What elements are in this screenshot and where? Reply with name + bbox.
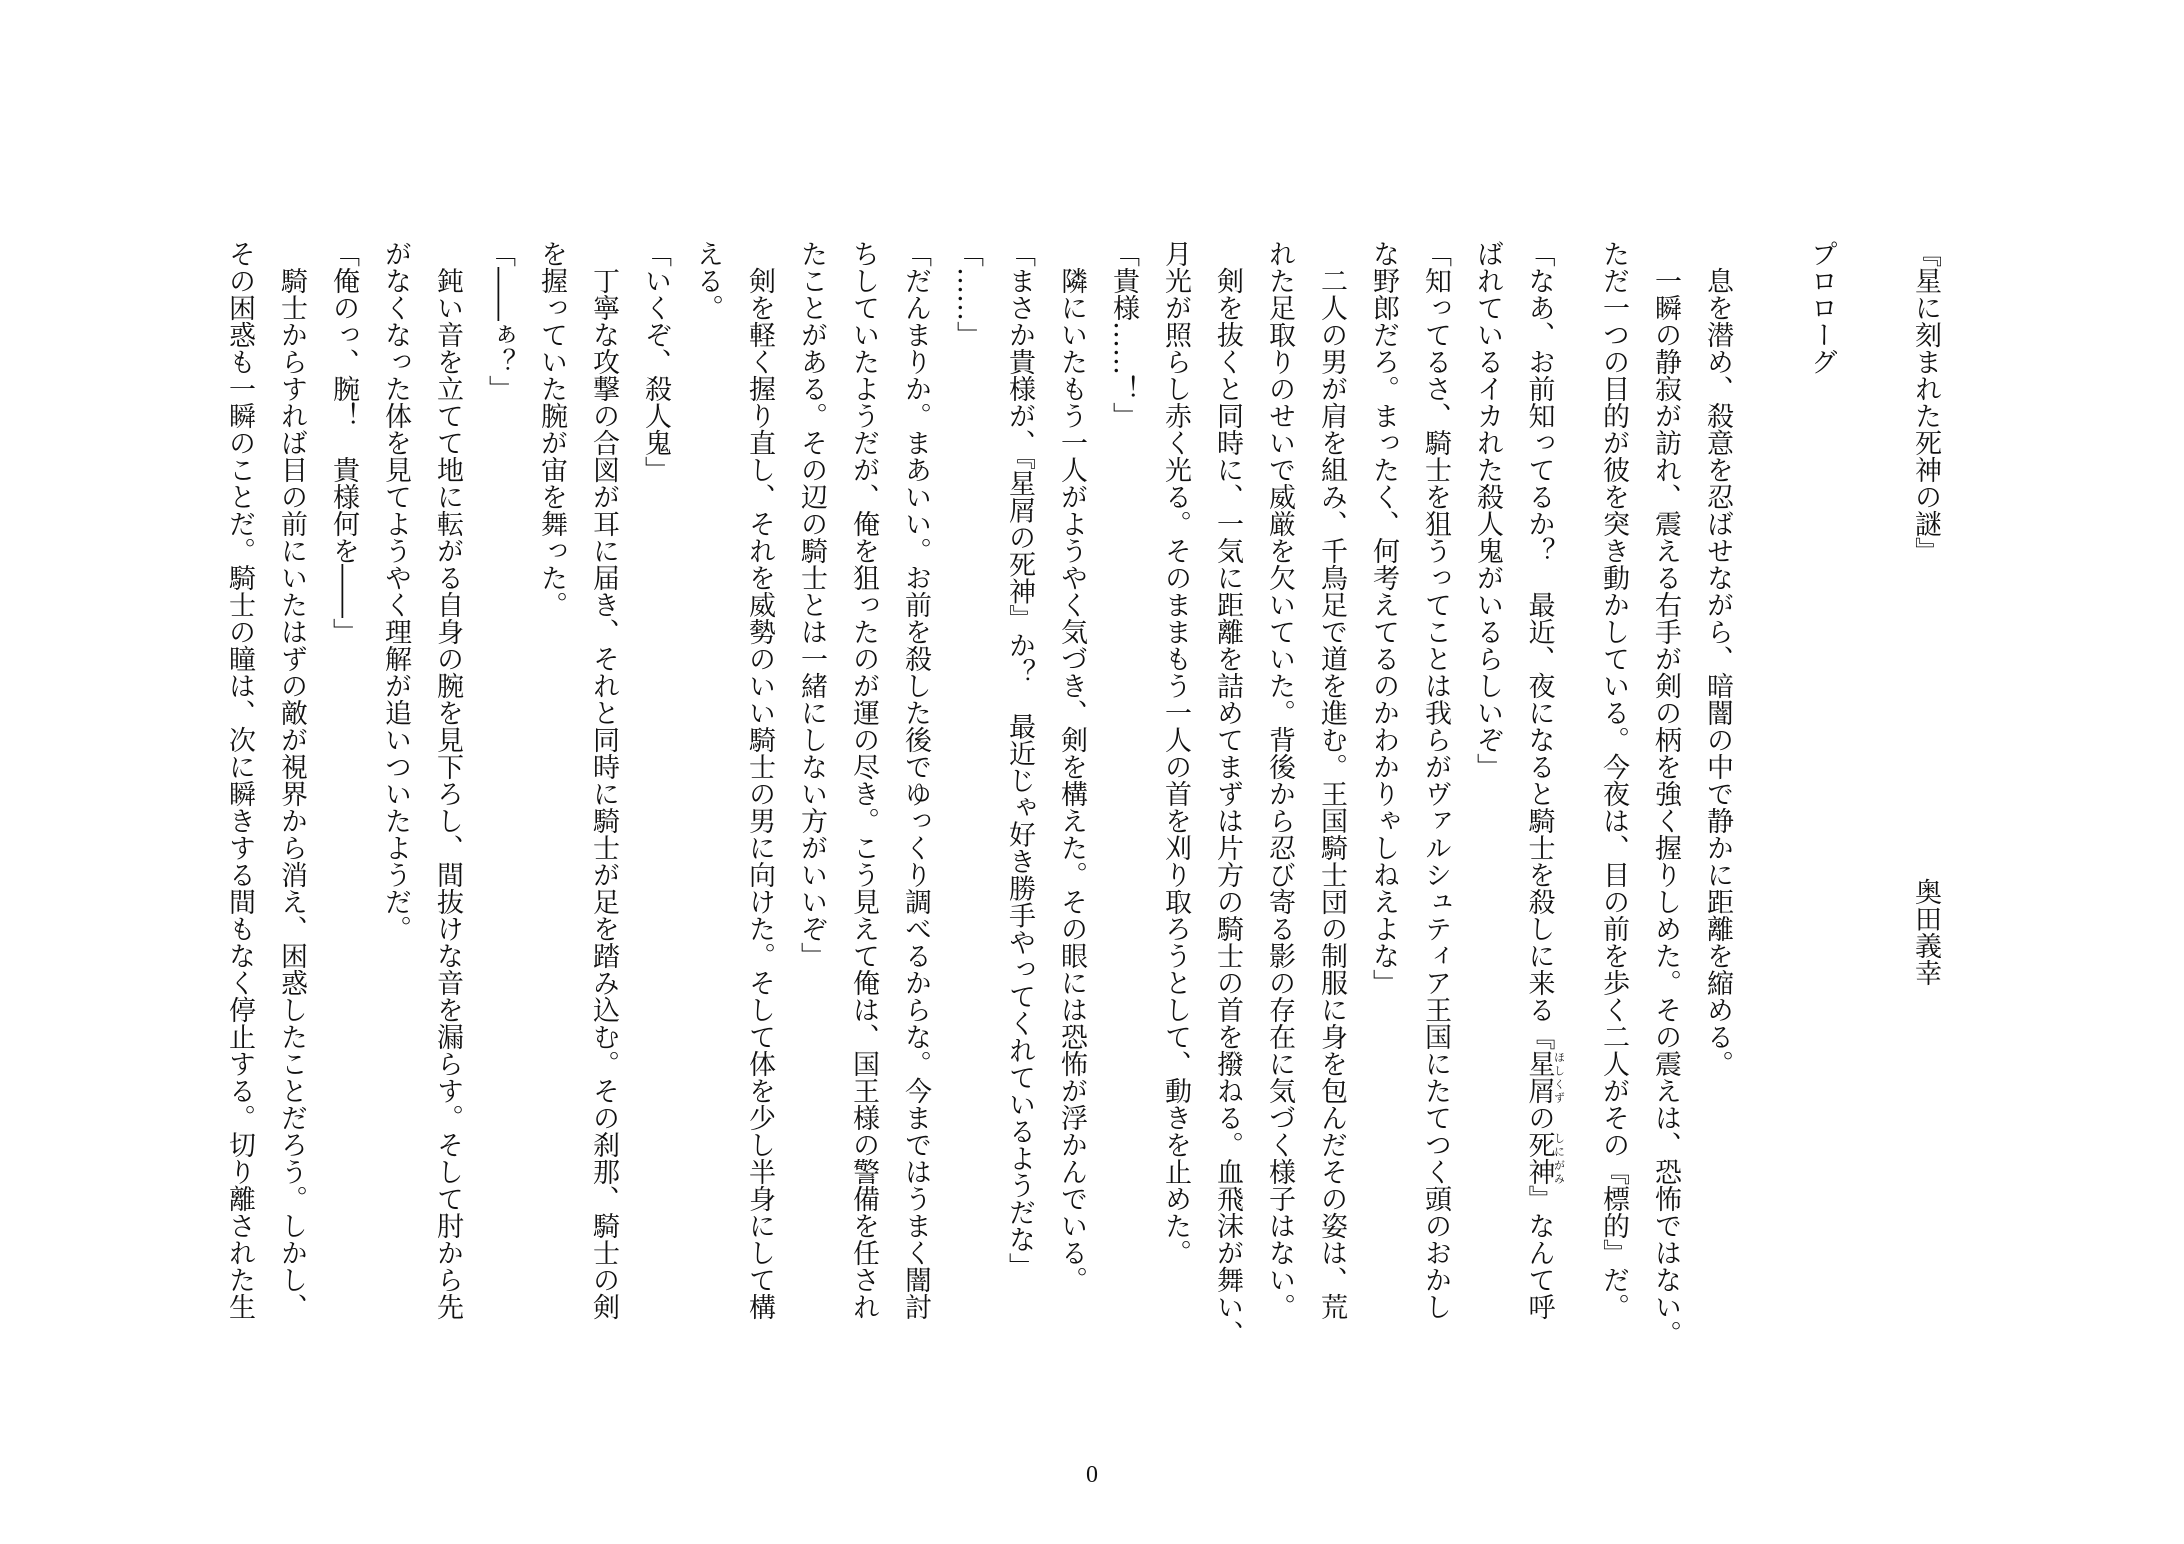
title-column	[1899, 240, 1951, 1325]
text-segment: その困惑も一瞬のことだ。騎士の瞳は、次に瞬きする間もなく停止する。切り離された生	[224, 240, 255, 1320]
text-segment: える。	[692, 240, 723, 321]
blank-line	[1743, 240, 1795, 1325]
ruby-base: 死神	[1523, 1131, 1555, 1185]
paragraph-line	[993, 240, 1045, 1325]
text-segment: 丁寧な攻撃の合図が耳に届き、それと同時に騎士が足を踏み込む。その刹那、騎士の剣	[588, 267, 619, 1320]
paragraph-line	[1201, 240, 1253, 1347]
document-page	[213, 240, 1951, 1347]
author-name: 奥田義幸	[1910, 878, 1941, 986]
ruby-word	[1523, 1050, 1566, 1104]
paragraph-line	[837, 240, 889, 1325]
paragraph-line	[213, 240, 265, 1325]
page-number: 0	[1086, 1462, 1098, 1488]
paragraph-line	[525, 240, 577, 1325]
text-segment: ばれているイカれた殺人鬼がいるらしいぞ」	[1472, 240, 1503, 780]
paragraph-line	[629, 240, 681, 1325]
paragraph-line	[421, 240, 473, 1325]
text-segment: 「いくぞ、殺人鬼」	[640, 240, 671, 483]
document-title: 『星に刻まれた死神の謎』	[1910, 240, 1941, 564]
paragraph-line	[1097, 240, 1149, 1325]
ruby-reading: しにがみ	[1552, 1131, 1566, 1185]
text-segment: 剣を抜くと同時に、一気に距離を詰めてまずは片方の騎士の首を撥ねる。血飛沫が舞い、	[1212, 267, 1243, 1347]
text-segment: 「貴様……！」	[1108, 240, 1139, 429]
text-segment: 二人の男が肩を組み、千鳥足で道を進む。王国騎士団の制服に身を包んだその姿は、荒	[1316, 267, 1347, 1320]
text-segment: 「……」	[952, 240, 983, 348]
paragraph-line	[1587, 240, 1639, 1325]
text-segment: れた足取りのせいで威厳を欠いていた。背後から忍び寄る影の存在に気づく様子はない。	[1264, 240, 1295, 1320]
paragraph-line	[1149, 240, 1201, 1325]
text-segment: 隣にいたもう一人がようやく気づき、剣を構えた。その眼には恐怖が浮かんでいる。	[1056, 267, 1087, 1293]
text-segment: を握っていた腕が宙を舞った。	[536, 240, 567, 618]
text-segment: 剣を軽く握り直し、それを威勢のいい騎士の男に向けた。そして体を少し半身にして構	[744, 267, 775, 1320]
text-segment: 「知ってるさ、騎士を狙うってことは我らがヴァルシュティア王国にたてつく頭のおかし	[1420, 240, 1451, 1320]
paragraph-line	[265, 240, 317, 1325]
paragraph-line	[1409, 240, 1461, 1325]
paragraph-line	[317, 240, 369, 1325]
text-segment: 一瞬の静寂が訪れ、震える右手が剣の柄を強く握りしめた。その震えは、恐怖ではない。	[1650, 267, 1681, 1347]
paragraph-line	[1461, 240, 1513, 1325]
text-segment: ただ一つの目的が彼を突き動かしている。今夜は、目の前を歩く二人がその『標的』だ。	[1598, 240, 1629, 1320]
paragraph-line	[473, 240, 525, 1325]
paragraph-line	[369, 240, 421, 1325]
paragraph-line	[1305, 240, 1357, 1325]
paragraph-line	[1045, 240, 1097, 1325]
ruby-reading: ほしくず	[1552, 1050, 1566, 1104]
chapter-heading: プロローグ	[1806, 240, 1837, 375]
paragraph-line	[681, 240, 733, 1325]
text-segment: 「まさか貴様が、『星屑の死神』か？ 最近じゃ好き勝手やってくれているようだな」	[1004, 240, 1035, 1280]
paragraph-line	[733, 240, 785, 1325]
ruby-word	[1523, 1131, 1566, 1185]
text-segment: がなくなった体を見てようやく理解が追いついたようだ。	[380, 240, 411, 942]
text-segment: 鈍い音を立てて地に転がる自身の腕を見下ろし、間抜けな音を漏らす。そして肘から先	[432, 267, 463, 1320]
paragraph-line	[889, 240, 941, 1325]
paragraph-line	[1691, 240, 1743, 1325]
text-segment: 「なあ、お前知ってるか？ 最近、夜になると騎士を殺しに来る『	[1523, 240, 1555, 1050]
paragraph-line	[941, 240, 993, 1325]
paragraph-line	[1513, 240, 1565, 1325]
paragraph-line	[1253, 240, 1305, 1325]
text-segment: ちしていたようだが、俺を狙ったのが運の尽き。こう見えて俺は、国王様の警備を任され	[848, 240, 879, 1320]
paragraph-line	[577, 240, 629, 1325]
text-segment: な野郎だろ。まったく、何考えてるのかわかりゃしねえよな」	[1368, 240, 1399, 996]
paragraph-line	[785, 240, 837, 1325]
paragraph-line	[1639, 240, 1691, 1347]
ruby-base: 星屑	[1523, 1050, 1555, 1104]
text-segment: 「――ぁ？」	[484, 240, 515, 402]
blank-line	[1847, 240, 1899, 1325]
paragraph-line	[1357, 240, 1409, 1325]
text-segment: 「だんまりか。まあいい。お前を殺した後でゆっくり調べるからな。今まではうまく闇討	[900, 240, 931, 1320]
text-segment: 「俺のっ、腕！ 貴様何を――」	[328, 240, 359, 645]
text-segment: の	[1523, 1104, 1555, 1131]
text-segment: 息を潜め、殺意を忍ばせながら、暗闇の中で静かに距離を縮める。	[1702, 267, 1733, 1077]
text-segment: 月光が照らし赤く光る。そのままもう一人の首を刈り取ろうとして、動きを止めた。	[1160, 240, 1191, 1266]
text-segment: 騎士からすれば目の前にいたはずの敵が視界から消え、困惑したことだろう。しかし、	[276, 267, 307, 1320]
text-segment: たことがある。その辺の騎士とは一緒にしない方がいいぞ」	[796, 240, 827, 969]
text-segment: 』なんて呼	[1523, 1185, 1555, 1320]
